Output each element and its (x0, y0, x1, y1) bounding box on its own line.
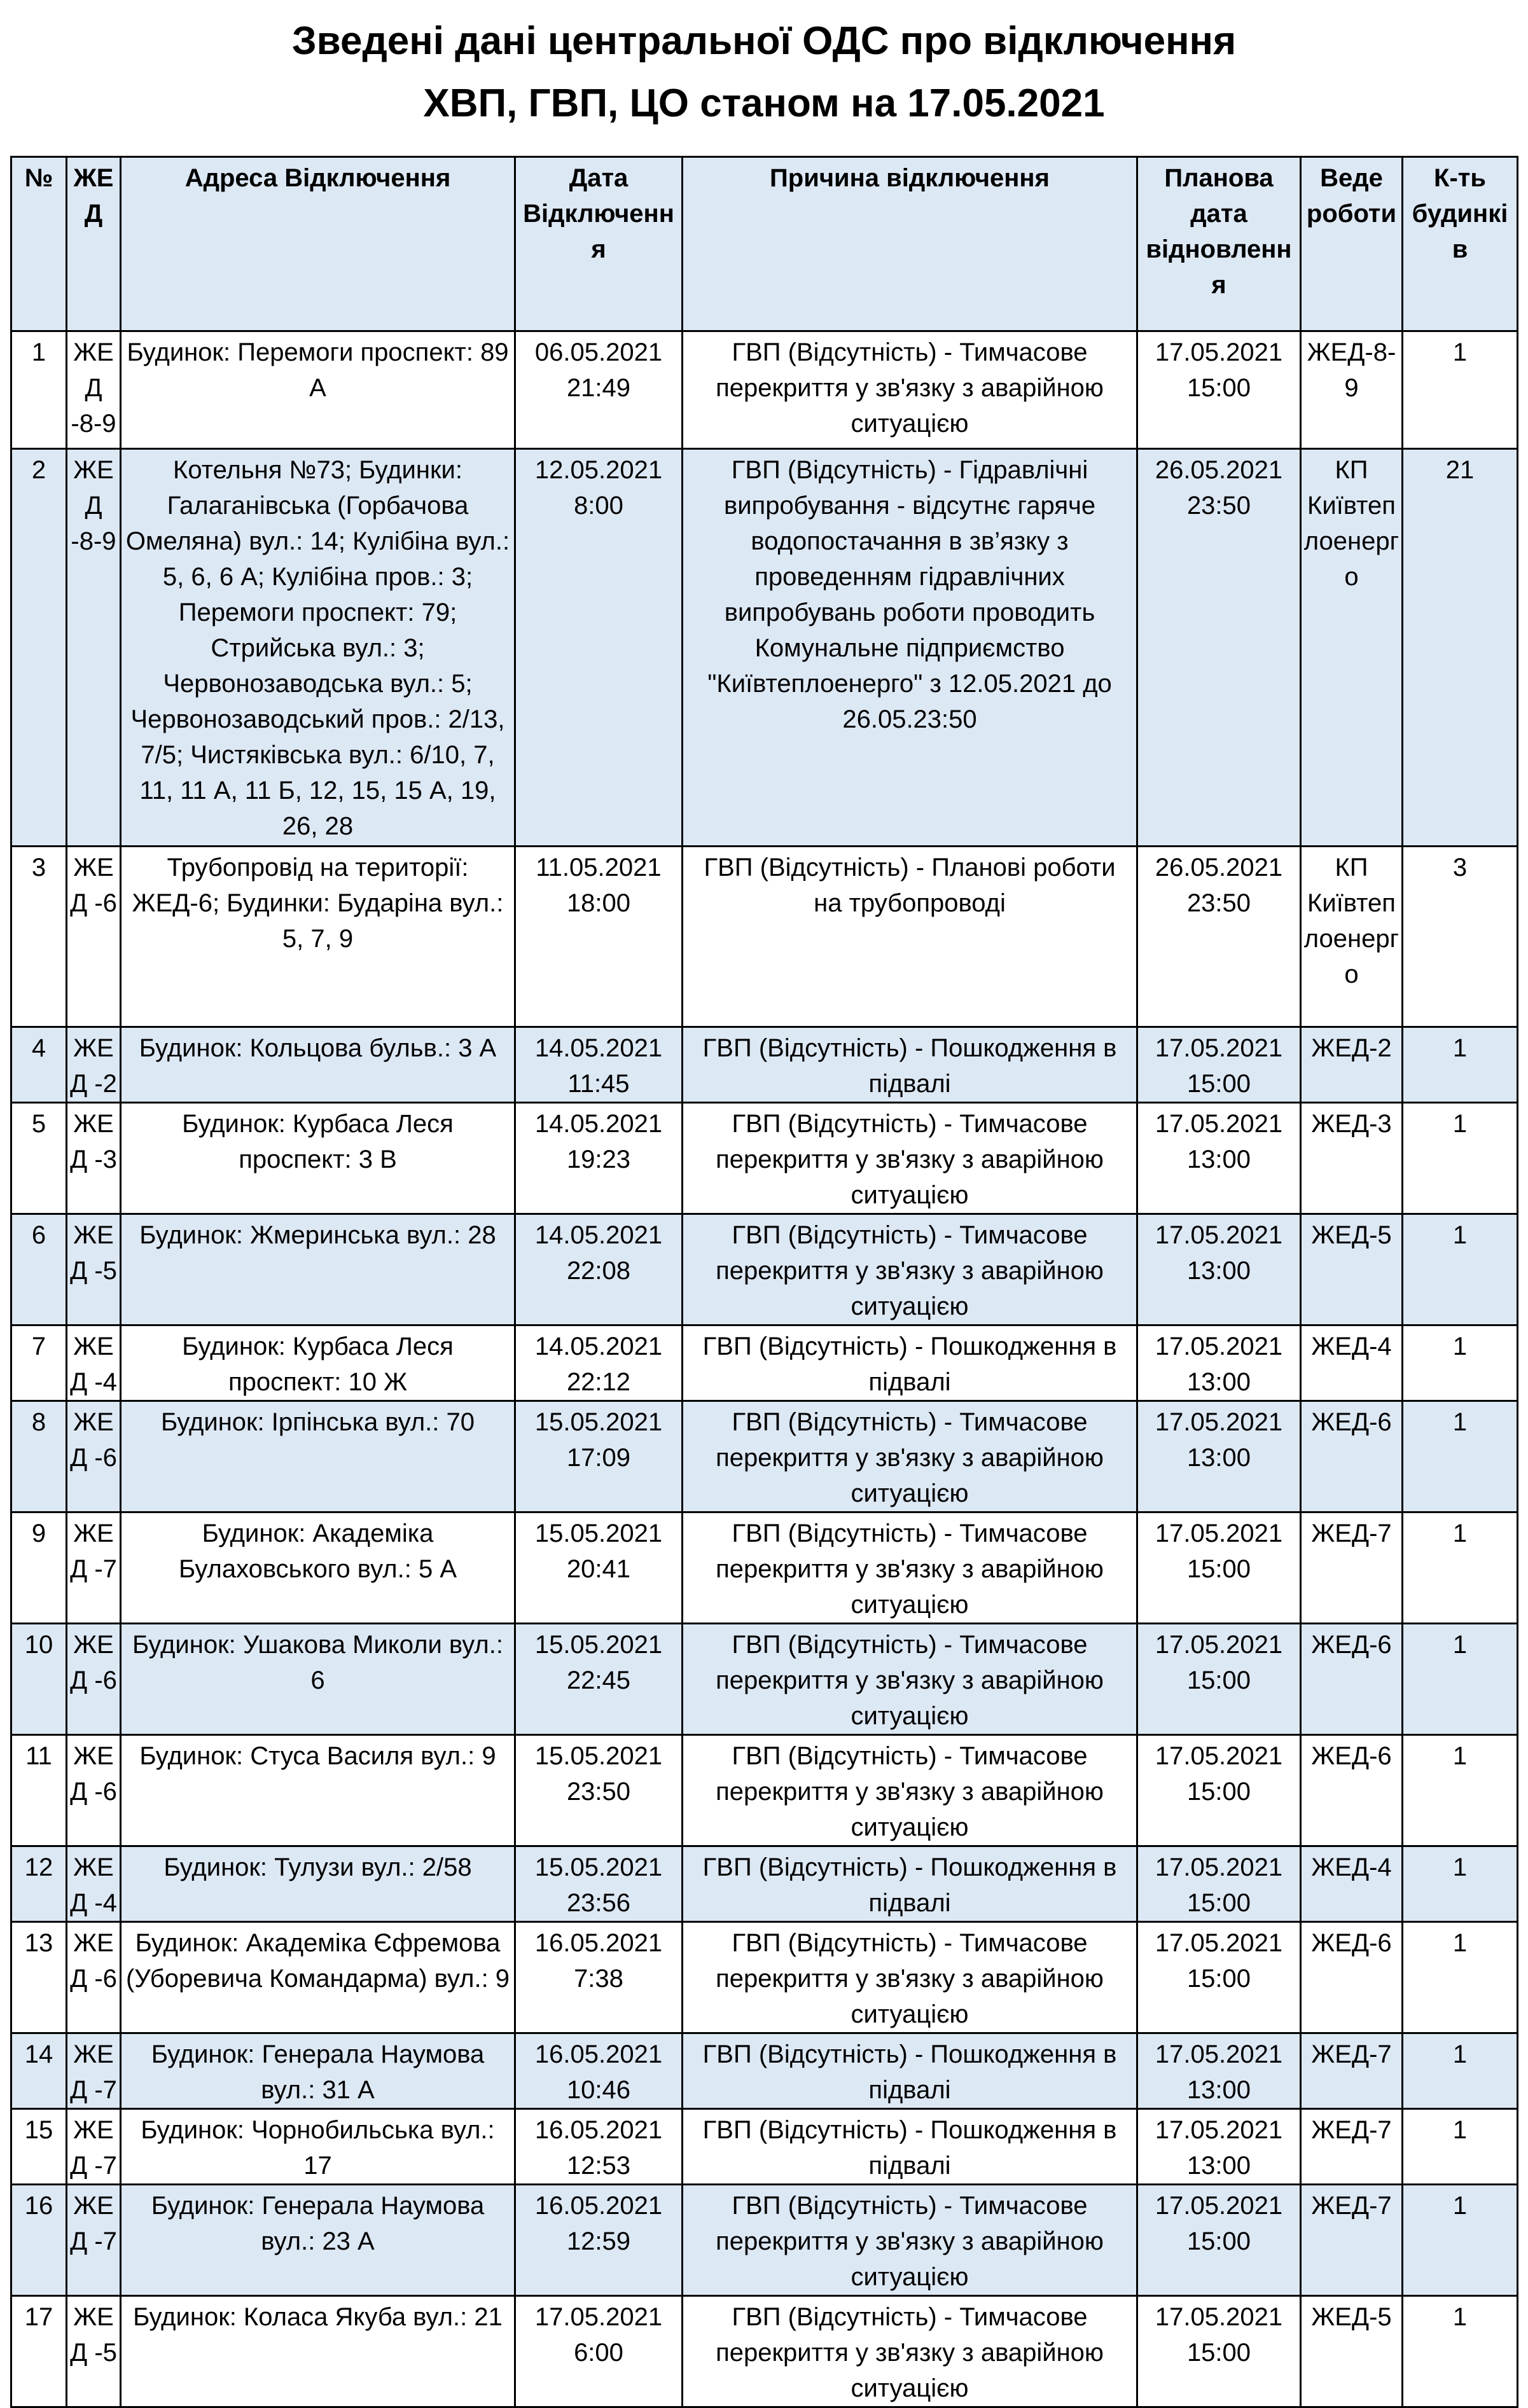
cell-zhed: ЖЕД -3 (67, 1103, 121, 1214)
cell-reason: ГВП (Відсутність) - Пошкодження в підвалі (683, 2109, 1137, 2185)
cell-executor: ЖЕД-5 (1301, 2296, 1403, 2407)
cell-reason: ГВП (Відсутність) - Тимчасове перекриття у зв'язку з аварійною ситуацією (683, 1103, 1137, 1214)
cell-executor: ЖЕД-7 (1301, 2185, 1403, 2296)
table-row (11, 2109, 1518, 2185)
table-row (11, 331, 1518, 449)
cell-num: 3 (11, 847, 67, 1027)
cell-date: 15.05.2021 23:50 (515, 1735, 683, 1846)
cell-zhed: ЖЕД -5 (67, 2296, 121, 2407)
cell-building-count: 1 (1403, 1401, 1518, 1512)
cell-address: Будинок: Генерала Наумова вул.: 31 А (121, 2033, 515, 2109)
cell-zhed: ЖЕД -5 (67, 1214, 121, 1325)
cell-reason: ГВП (Відсутність) - Тимчасове перекриття у зв'язку з аварійною ситуацією (683, 1624, 1137, 1735)
cell-date: 15.05.2021 22:45 (515, 1624, 683, 1735)
cell-address: Будинок: Курбаса Леся проспект: 10 Ж (121, 1325, 515, 1401)
cell-executor: ЖЕД-6 (1301, 1401, 1403, 1512)
cell-reason: ГВП (Відсутність) - Пошкодження в підвалі (683, 2033, 1137, 2109)
cell-building-count: 1 (1403, 2109, 1518, 2185)
cell-executor: ЖЕД-4 (1301, 1846, 1403, 1922)
cell-num: 11 (11, 1735, 67, 1846)
cell-planned-date: 17.05.2021 13:00 (1137, 1401, 1301, 1512)
cell-zhed: ЖЕД -8-9 (67, 331, 121, 449)
cell-date: 16.05.2021 12:53 (515, 2109, 683, 2185)
table-row (11, 1846, 1518, 1922)
cell-executor: ЖЕД-7 (1301, 2033, 1403, 2109)
cell-reason: ГВП (Відсутність) - Тимчасове перекриття у зв'язку з аварійною ситуацією (683, 1735, 1137, 1846)
cell-reason: ГВП (Відсутність) - Тимчасове перекриття у зв'язку з аварійною ситуацією (683, 1512, 1137, 1624)
table-row (11, 2185, 1518, 2296)
cell-reason: ГВП (Відсутність) - Пошкодження в підвалі (683, 1027, 1137, 1103)
table-row (11, 1735, 1518, 1846)
cell-executor: ЖЕД-6 (1301, 1922, 1403, 2033)
cell-address: Будинок: Академіка Булаховського вул.: 5 А (121, 1512, 515, 1624)
cell-zhed: ЖЕД -6 (67, 847, 121, 1027)
cell-zhed: ЖЕД -6 (67, 1624, 121, 1735)
cell-address: Будинок: Курбаса Леся проспект: 3 В (121, 1103, 515, 1214)
cell-num: 5 (11, 1103, 67, 1214)
cell-building-count: 1 (1403, 1325, 1518, 1401)
table-row (11, 1103, 1518, 1214)
cell-num: 4 (11, 1027, 67, 1103)
cell-executor: ЖЕД-4 (1301, 1325, 1403, 1401)
cell-planned-date: 17.05.2021 15:00 (1137, 1512, 1301, 1624)
cell-reason: ГВП (Відсутність) - Тимчасове перекриття у зв'язку з аварійною ситуацією (683, 1214, 1137, 1325)
cell-executor: ЖЕД-6 (1301, 1624, 1403, 1735)
cell-date: 06.05.2021 21:49 (515, 331, 683, 449)
cell-zhed: ЖЕД -7 (67, 1512, 121, 1624)
header-executor: Веде роботи (1301, 157, 1403, 331)
cell-executor: ЖЕД-2 (1301, 1027, 1403, 1103)
cell-zhed: ЖЕД -4 (67, 1325, 121, 1401)
cell-date: 14.05.2021 22:12 (515, 1325, 683, 1401)
header-num: № (11, 157, 67, 331)
table-row (11, 847, 1518, 1027)
cell-address: Будинок: Жмеринська вул.: 28 (121, 1214, 515, 1325)
cell-num: 9 (11, 1512, 67, 1624)
cell-reason: ГВП (Відсутність) - Пошкодження в підвалі (683, 1846, 1137, 1922)
cell-date: 14.05.2021 11:45 (515, 1027, 683, 1103)
cell-zhed: ЖЕД -7 (67, 2185, 121, 2296)
cell-num: 6 (11, 1214, 67, 1325)
outages-table (10, 156, 1518, 2408)
cell-address: Будинок: Коласа Якуба вул.: 21 (121, 2296, 515, 2407)
cell-address: Будинок: Чорнобильська вул.: 17 (121, 2109, 515, 2185)
document-title (0, 0, 1528, 135)
cell-building-count: 1 (1403, 1027, 1518, 1103)
cell-building-count: 21 (1403, 449, 1518, 847)
cell-zhed: ЖЕД -6 (67, 1735, 121, 1846)
cell-executor: ЖЕД-5 (1301, 1214, 1403, 1325)
cell-executor: КП Київтеплоенерго (1301, 449, 1403, 847)
cell-address: Котельня №73; Будинки: Галаганівська (Горбачова Омеляна) вул.: 14; Кулібіна вул.: 5, 6, 6 А; Кулібіна пров.: 3; Перемоги проспект: 79; Стрийська вул.: 3; Червонозаводська вул.: 5; Червонозаводський пров.: 2/13, 7/5; Чистяківська вул.: 6/10, 7, 11, 11 А, 11 Б, 12, 15, 15 А, 19, 26, 28 (121, 449, 515, 847)
table-row (11, 1214, 1518, 1325)
cell-zhed: ЖЕД -4 (67, 1846, 121, 1922)
cell-reason: ГВП (Відсутність) - Тимчасове перекриття у зв'язку з аварійною ситуацією (683, 331, 1137, 449)
table-row (11, 1512, 1518, 1624)
cell-date: 14.05.2021 22:08 (515, 1214, 683, 1325)
cell-reason: ГВП (Відсутність) - Гідравлічні випробування - відсутнє гаряче водопостачання в зв’язку з проведенням гідравлічних випробувань роботи проводить Комунальне підприємство "Київтеплоенерго" з 12.05.2021 до 26.05.23:50 (683, 449, 1137, 847)
header-zhed: ЖЕД (67, 157, 121, 331)
cell-building-count: 1 (1403, 1735, 1518, 1846)
cell-date: 16.05.2021 12:59 (515, 2185, 683, 2296)
cell-zhed: ЖЕД -7 (67, 2033, 121, 2109)
table-row (11, 2296, 1518, 2407)
table-row (11, 2033, 1518, 2109)
cell-planned-date: 17.05.2021 13:00 (1137, 2109, 1301, 2185)
cell-address: Трубопровід на території: ЖЕД-6; Будинки: Бударіна вул.: 5, 7, 9 (121, 847, 515, 1027)
cell-reason: ГВП (Відсутність) - Планові роботи на трубопроводі (683, 847, 1137, 1027)
table-body (11, 331, 1518, 2407)
cell-planned-date: 17.05.2021 15:00 (1137, 1735, 1301, 1846)
cell-building-count: 1 (1403, 2033, 1518, 2109)
cell-date: 15.05.2021 17:09 (515, 1401, 683, 1512)
cell-num: 12 (11, 1846, 67, 1922)
cell-building-count: 1 (1403, 1846, 1518, 1922)
cell-date: 12.05.2021 8:00 (515, 449, 683, 847)
cell-num: 1 (11, 331, 67, 449)
header-address: Адреса Відключення (121, 157, 515, 331)
cell-address: Будинок: Академіка Єфремова (Уборевича Командарма) вул.: 9 (121, 1922, 515, 2033)
cell-building-count: 3 (1403, 847, 1518, 1027)
table-header-row (11, 157, 1518, 331)
cell-date: 16.05.2021 10:46 (515, 2033, 683, 2109)
cell-planned-date: 17.05.2021 13:00 (1137, 1325, 1301, 1401)
cell-num: 10 (11, 1624, 67, 1735)
header-date: Дата Відключення (515, 157, 683, 331)
cell-zhed: ЖЕД -7 (67, 2109, 121, 2185)
cell-num: 14 (11, 2033, 67, 2109)
cell-building-count: 1 (1403, 2185, 1518, 2296)
cell-building-count: 1 (1403, 331, 1518, 449)
cell-num: 8 (11, 1401, 67, 1512)
table-row (11, 1325, 1518, 1401)
cell-planned-date: 26.05.2021 23:50 (1137, 449, 1301, 847)
cell-planned-date: 17.05.2021 15:00 (1137, 1846, 1301, 1922)
cell-building-count: 1 (1403, 1624, 1518, 1735)
cell-building-count: 1 (1403, 2296, 1518, 2407)
table-row (11, 1401, 1518, 1512)
cell-planned-date: 17.05.2021 13:00 (1137, 1214, 1301, 1325)
cell-executor: ЖЕД-3 (1301, 1103, 1403, 1214)
cell-reason: ГВП (Відсутність) - Тимчасове перекриття у зв'язку з аварійною ситуацією (683, 2296, 1137, 2407)
cell-planned-date: 17.05.2021 15:00 (1137, 331, 1301, 449)
cell-date: 16.05.2021 7:38 (515, 1922, 683, 2033)
cell-planned-date: 26.05.2021 23:50 (1137, 847, 1301, 1027)
table-row (11, 1027, 1518, 1103)
cell-date: 11.05.2021 18:00 (515, 847, 683, 1027)
cell-num: 13 (11, 1922, 67, 2033)
title-line-1: Зведені дані центральної ОДС про відключення (291, 19, 1237, 63)
cell-num: 2 (11, 449, 67, 847)
cell-executor: ЖЕД-8-9 (1301, 331, 1403, 449)
cell-date: 15.05.2021 20:41 (515, 1512, 683, 1624)
cell-building-count: 1 (1403, 1922, 1518, 2033)
cell-planned-date: 17.05.2021 15:00 (1137, 1922, 1301, 2033)
cell-reason: ГВП (Відсутність) - Тимчасове перекриття у зв'язку з аварійною ситуацією (683, 2185, 1137, 2296)
cell-date: 17.05.2021 6:00 (515, 2296, 683, 2407)
cell-date: 14.05.2021 19:23 (515, 1103, 683, 1214)
cell-reason: ГВП (Відсутність) - Тимчасове перекриття у зв'язку з аварійною ситуацією (683, 1922, 1137, 2033)
header-reason: Причина відключення (683, 157, 1137, 331)
cell-address: Будинок: Ушакова Миколи вул.: 6 (121, 1624, 515, 1735)
cell-building-count: 1 (1403, 1103, 1518, 1214)
cell-address: Будинок: Генерала Наумова вул.: 23 А (121, 2185, 515, 2296)
cell-planned-date: 17.05.2021 13:00 (1137, 1103, 1301, 1214)
cell-building-count: 1 (1403, 1214, 1518, 1325)
cell-address: Будинок: Кольцова бульв.: 3 А (121, 1027, 515, 1103)
cell-address: Будинок: Стуса Василя вул.: 9 (121, 1735, 515, 1846)
cell-address: Будинок: Ірпінська вул.: 70 (121, 1401, 515, 1512)
cell-zhed: ЖЕД -8-9 (67, 449, 121, 847)
cell-zhed: ЖЕД -6 (67, 1401, 121, 1512)
cell-planned-date: 17.05.2021 15:00 (1137, 2296, 1301, 2407)
cell-zhed: ЖЕД -6 (67, 1922, 121, 2033)
table-row (11, 1624, 1518, 1735)
cell-num: 16 (11, 2185, 67, 2296)
cell-building-count: 1 (1403, 1512, 1518, 1624)
cell-executor: ЖЕД-7 (1301, 2109, 1403, 2185)
cell-planned-date: 17.05.2021 15:00 (1137, 1624, 1301, 1735)
header-planned-date: Планова дата відновлення (1137, 157, 1301, 331)
cell-executor: ЖЕД-7 (1301, 1512, 1403, 1624)
table-row (11, 1922, 1518, 2033)
cell-num: 15 (11, 2109, 67, 2185)
cell-executor: КП Київтеплоенерго (1301, 847, 1403, 1027)
cell-zhed: ЖЕД -2 (67, 1027, 121, 1103)
cell-reason: ГВП (Відсутність) - Пошкодження в підвалі (683, 1325, 1137, 1401)
header-building-count: К-ть будинків (1403, 157, 1518, 331)
cell-num: 7 (11, 1325, 67, 1401)
cell-address: Будинок: Тулузи вул.: 2/58 (121, 1846, 515, 1922)
cell-date: 15.05.2021 23:56 (515, 1846, 683, 1922)
cell-address: Будинок: Перемоги проспект: 89 А (121, 331, 515, 449)
table-row (11, 449, 1518, 847)
cell-planned-date: 17.05.2021 15:00 (1137, 2185, 1301, 2296)
cell-planned-date: 17.05.2021 15:00 (1137, 1027, 1301, 1103)
cell-executor: ЖЕД-6 (1301, 1735, 1403, 1846)
cell-planned-date: 17.05.2021 13:00 (1137, 2033, 1301, 2109)
cell-num: 17 (11, 2296, 67, 2407)
cell-reason: ГВП (Відсутність) - Тимчасове перекриття у зв'язку з аварійною ситуацією (683, 1401, 1137, 1512)
title-line-2: ХВП, ГВП, ЦО станом на 17.05.2021 (423, 81, 1105, 125)
